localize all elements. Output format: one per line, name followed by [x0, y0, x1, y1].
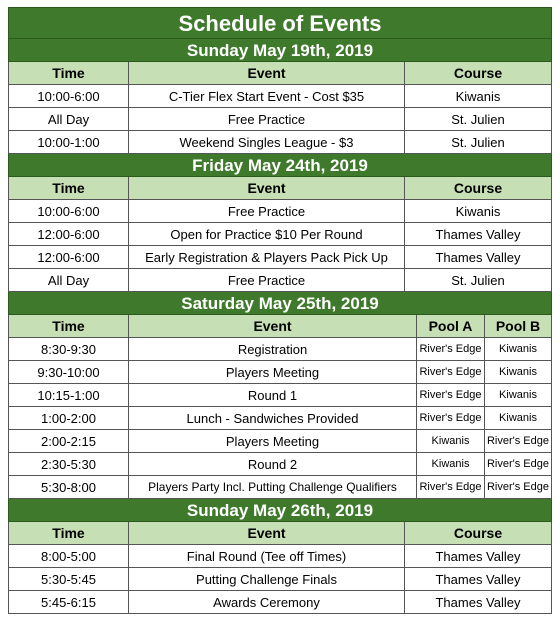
day-header: Sunday May 26th, 2019 [8, 499, 552, 522]
event-cell: Final Round (Tee off Times) [129, 545, 405, 567]
pool-b-cell: Kiwanis [499, 366, 537, 378]
event-cell: Round 2 [129, 453, 417, 475]
event-header: Event [129, 177, 405, 199]
table-row [8, 108, 552, 131]
day-header: Saturday May 25th, 2019 [8, 292, 552, 315]
event-cell: Free Practice [129, 200, 405, 222]
course-header: Course [453, 180, 503, 196]
pool-a-cell: Kiwanis [417, 430, 485, 452]
pool-a-header: Pool A [417, 315, 485, 337]
table-row [8, 223, 552, 246]
table-row [8, 545, 552, 568]
time-cell: 5:30-5:45 [9, 568, 129, 590]
event-cell: Players Party Incl. Putting Challenge Qualifiers [129, 476, 417, 498]
table-row [8, 338, 552, 361]
day-header: Sunday May 19th, 2019 [8, 39, 552, 62]
time-cell: 8:00-5:00 [9, 545, 129, 567]
time-cell: 10:00-6:00 [9, 85, 129, 107]
time-cell: 10:15-1:00 [9, 384, 129, 406]
time-cell: 9:30-10:00 [9, 361, 129, 383]
pool-a-cell: River's Edge [417, 361, 485, 383]
time-cell: 10:00-6:00 [9, 200, 129, 222]
course-cell: St. Julien [451, 134, 505, 150]
time-header: Time [9, 315, 129, 337]
course-cell: Thames Valley [435, 249, 521, 265]
pool-b-cell: River's Edge [486, 435, 549, 447]
table-row [8, 200, 552, 223]
time-cell: 2:00-2:15 [9, 430, 129, 452]
course-cell: Kiwanis [455, 88, 501, 104]
time-cell: 2:30-5:30 [9, 453, 129, 475]
table-row [8, 246, 552, 269]
time-header: Time [9, 177, 129, 199]
event-cell: Players Meeting [129, 430, 417, 452]
time-header: Time [9, 522, 129, 544]
event-cell: Awards Ceremony [129, 591, 405, 613]
time-header: Time [9, 62, 129, 84]
time-cell: 5:45-6:15 [9, 591, 129, 613]
course-cell: Thames Valley [435, 548, 521, 564]
course-cell: Thames Valley [435, 594, 521, 610]
day-header: Friday May 24th, 2019 [8, 154, 552, 177]
event-cell: C-Tier Flex Start Event - Cost $35 [129, 85, 405, 107]
pool-a-cell: River's Edge [417, 384, 485, 406]
table-row [8, 407, 552, 430]
pool-b-cell: River's Edge [486, 481, 549, 493]
schedule-title: Schedule of Events [8, 7, 552, 39]
table-row [8, 453, 552, 476]
pool-b-cell: River's Edge [486, 458, 549, 470]
schedule-table [8, 7, 552, 614]
table-row [8, 384, 552, 407]
event-cell: Registration [129, 338, 417, 360]
event-cell: Early Registration & Players Pack Pick Up [129, 246, 405, 268]
table-row [8, 430, 552, 453]
table-row [8, 476, 552, 499]
course-cell: Kiwanis [455, 203, 501, 219]
course-header: Course [453, 525, 503, 541]
table-row [8, 568, 552, 591]
event-cell: Round 1 [129, 384, 417, 406]
pool-b-header: Pool B [495, 318, 541, 334]
time-cell: 8:30-9:30 [9, 338, 129, 360]
time-cell: All Day [9, 269, 129, 291]
event-cell: Free Practice [129, 108, 405, 130]
event-cell: Players Meeting [129, 361, 417, 383]
column-header-row [8, 315, 552, 338]
event-header: Event [129, 315, 417, 337]
pool-a-cell: River's Edge [417, 407, 485, 429]
time-cell: 1:00-2:00 [9, 407, 129, 429]
pool-b-cell: Kiwanis [499, 389, 537, 401]
event-header: Event [129, 62, 405, 84]
time-cell: 12:00-6:00 [9, 246, 129, 268]
table-row [8, 269, 552, 292]
event-cell: Open for Practice $10 Per Round [129, 223, 405, 245]
column-header-row [8, 177, 552, 200]
table-row [8, 361, 552, 384]
time-cell: 10:00-1:00 [9, 131, 129, 153]
time-cell: 12:00-6:00 [9, 223, 129, 245]
column-header-row [8, 522, 552, 545]
course-header: Course [453, 65, 503, 81]
column-header-row [8, 62, 552, 85]
event-cell: Free Practice [129, 269, 405, 291]
pool-b-cell: Kiwanis [499, 343, 537, 355]
course-cell: Thames Valley [435, 571, 521, 587]
event-header: Event [129, 522, 405, 544]
course-cell: St. Julien [451, 111, 505, 127]
pool-b-cell: Kiwanis [499, 412, 537, 424]
pool-a-cell: Kiwanis [417, 453, 485, 475]
event-cell: Weekend Singles League - $3 [129, 131, 405, 153]
pool-a-cell: River's Edge [417, 476, 485, 498]
course-cell: St. Julien [451, 272, 505, 288]
time-cell: All Day [9, 108, 129, 130]
time-cell: 5:30-8:00 [9, 476, 129, 498]
event-cell: Putting Challenge Finals [129, 568, 405, 590]
table-row [8, 591, 552, 614]
event-cell: Lunch - Sandwiches Provided [129, 407, 417, 429]
table-row [8, 131, 552, 154]
course-cell: Thames Valley [435, 226, 521, 242]
table-row [8, 85, 552, 108]
pool-a-cell: River's Edge [417, 338, 485, 360]
